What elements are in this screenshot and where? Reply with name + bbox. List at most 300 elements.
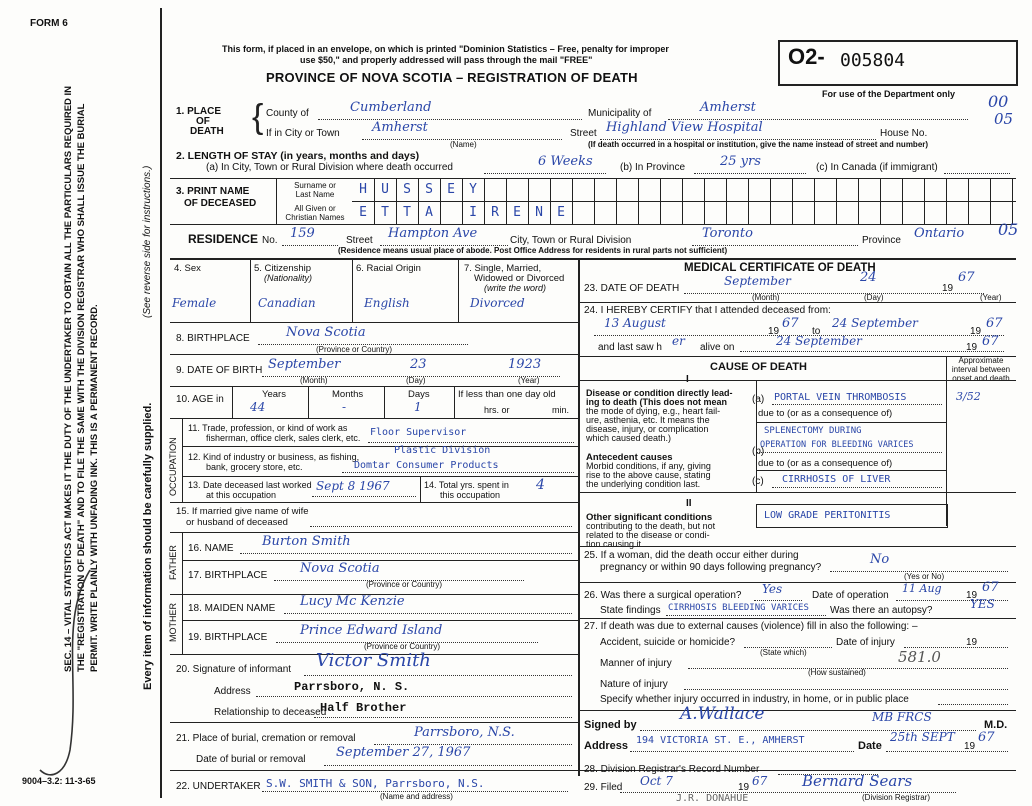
other-label-3: related to the disease or condi- xyxy=(586,530,710,540)
alive-on-label: alive on xyxy=(700,342,735,353)
municipality-label: Municipality of xyxy=(588,108,652,119)
place-note: (If death occurred in a hospital or institution, give the name instead of street and number) xyxy=(588,140,929,149)
physician-credentials: MB FRCS xyxy=(872,710,932,724)
age-div-3 xyxy=(384,386,385,418)
spouse-rule xyxy=(310,526,572,527)
name-letter-cell: E xyxy=(550,202,573,224)
industry-label-2: bank, grocery store, etc. xyxy=(206,462,303,472)
father-bp-value: Nova Scotia xyxy=(300,561,380,576)
department-code-1: 00 xyxy=(988,92,1009,111)
col-div-1 xyxy=(250,258,251,322)
name-letter-cell xyxy=(792,202,815,224)
name-letter-cell xyxy=(704,179,727,201)
name-letter-cell xyxy=(616,179,639,201)
alive-on-year: 67 xyxy=(982,334,999,349)
surgery-rule xyxy=(754,600,802,601)
dod-century: 19 xyxy=(942,283,954,294)
name-letter-cell xyxy=(836,202,859,224)
stay-province-label: (b) In Province xyxy=(620,162,686,173)
birthplace-label: 8. BIRTHPLACE xyxy=(176,333,250,344)
how-sustained-caption: (How sustained) xyxy=(808,668,866,677)
name-letter-cell xyxy=(638,179,661,201)
alive-on-rule xyxy=(740,351,1004,352)
attend-to-label: to xyxy=(812,326,821,337)
age-days-value: 1 xyxy=(414,400,422,414)
county-label: County of xyxy=(266,108,309,119)
cert-date-rule xyxy=(886,751,1008,752)
attend-to: 24 September xyxy=(832,316,918,330)
informant-signature: Victor Smith xyxy=(316,650,431,671)
op-century: 19 xyxy=(966,590,978,601)
name-letter-cell: S xyxy=(396,179,419,201)
name-divider xyxy=(276,178,277,224)
total-yrs-label-2: this occupation xyxy=(440,490,501,500)
undertaker-value: S.W. SMITH & SON, Parrsboro, N.S. xyxy=(266,777,485,790)
name-letter-cell: Y xyxy=(462,179,485,201)
other-label-4: tion causing it. xyxy=(586,539,644,549)
cause-b-rule xyxy=(756,452,942,453)
age-years-label: Years xyxy=(262,389,286,400)
name-letter-cell: R xyxy=(484,202,507,224)
cause-label-divider xyxy=(756,380,757,492)
stay-city-rule xyxy=(484,173,606,174)
sex-label: 4. Sex xyxy=(174,263,201,274)
stay-canada-label: (c) In Canada (if immigrant) xyxy=(816,162,938,173)
occupation-side-rule xyxy=(182,418,183,502)
racial-value: English xyxy=(364,296,410,310)
residence-city-value: Toronto xyxy=(702,226,753,241)
row-rule-2 xyxy=(170,354,578,355)
name-letter-cell xyxy=(946,179,969,201)
trade-value: Floor Supervisor xyxy=(370,427,467,438)
row-rule-4 xyxy=(170,418,578,419)
cert-date-value: 25th SEPT xyxy=(890,730,955,744)
filed-label: 29. Filed xyxy=(584,782,623,793)
relationship-rule xyxy=(314,717,572,718)
postal-notice-2: use $50," and properly addressed will pass through the mail "FREE" xyxy=(300,55,593,65)
dob-year-caption: (Year) xyxy=(518,376,540,385)
med-rule-7 xyxy=(578,710,1016,711)
mother-name-value: Lucy Mc Kenzie xyxy=(300,594,405,609)
name-letter-cell xyxy=(682,179,705,201)
manner-label: Manner of injury xyxy=(600,658,672,669)
spouse-label-1: 15. If married give name of wife xyxy=(176,506,309,517)
pregnancy-value: No xyxy=(870,552,890,567)
alive-on: 24 September xyxy=(776,334,862,348)
citizenship-value: Canadian xyxy=(258,296,316,310)
cause-c-rule xyxy=(772,487,942,488)
attend-from-century: 19 xyxy=(768,326,780,337)
age-min-label: min. xyxy=(552,405,570,415)
status-label-3: (write the word) xyxy=(484,283,547,293)
age-label: 10. AGE in xyxy=(176,394,224,405)
father-side-label: FATHER xyxy=(168,545,178,580)
registration-number: 005804 xyxy=(840,50,906,71)
name-letter-cell xyxy=(726,179,749,201)
accident-label: Accident, suicide or homicide? xyxy=(600,637,736,648)
name-letter-cell xyxy=(748,202,771,224)
interval-divider xyxy=(946,356,947,526)
pregnancy-label-1: 25. If a woman, did the death occur either during xyxy=(584,550,799,561)
autopsy-label: Was there an autopsy? xyxy=(830,605,933,616)
antecedent-label-4: the underlying condition last. xyxy=(586,479,701,489)
name-letter-cell xyxy=(528,179,551,201)
dob-day-caption: (Day) xyxy=(406,376,426,385)
residence-no-rule xyxy=(282,245,338,246)
spouse-label-2: or husband of deceased xyxy=(186,517,288,528)
age-less-day-label: If less than one day old xyxy=(458,389,556,400)
last-worked-label-2: at this occupation xyxy=(206,490,277,500)
name-letter-cell xyxy=(484,179,507,201)
specify-rule xyxy=(938,704,1008,705)
name-letter-cell xyxy=(814,179,837,201)
other-label-2: contributing to the death, but not xyxy=(586,521,716,531)
dob-month-caption: (Month) xyxy=(300,376,328,385)
burial-date-value: September 27, 1967 xyxy=(336,745,471,760)
cause-b-value-2: OPERATION FOR BLEEDING VARICES xyxy=(760,440,914,450)
status-label-2: Widowed or Divorced xyxy=(474,273,565,284)
name-letter-cell: H xyxy=(352,179,375,201)
specify-label: Specify whether injury occurred in industry, in home, or in public place xyxy=(600,694,909,705)
industry-label-1: 12. Kind of industry or business, as fishing, xyxy=(188,452,360,462)
stay-city-value: 6 Weeks xyxy=(538,154,593,169)
direct-label-4: ure, asthenia, etc. It means the xyxy=(586,415,710,425)
city-value: Amherst xyxy=(372,120,428,135)
residence-province-value: Ontario xyxy=(914,226,965,241)
interval-label: Approximate interval between onset and death xyxy=(951,356,1011,383)
cause-title: CAUSE OF DEATH xyxy=(710,361,807,373)
cert-date-label: Date xyxy=(858,740,882,752)
dob-day: 23 xyxy=(410,357,427,372)
father-name-label: 16. NAME xyxy=(188,543,234,554)
filed-value: Oct 7 xyxy=(640,774,673,788)
mother-name-rule xyxy=(284,613,572,614)
name-letter-cell xyxy=(946,202,969,224)
name-letter-cell xyxy=(858,179,881,201)
name-letter-cell xyxy=(660,202,683,224)
name-letter-cell: T xyxy=(396,202,419,224)
surgery-value: Yes xyxy=(762,582,783,596)
name-letter-cell xyxy=(924,202,947,224)
department-code-2: 05 xyxy=(994,110,1014,128)
name-letter-cell xyxy=(704,202,727,224)
other-label-1: Other significant conditions xyxy=(586,512,713,523)
undertaker-label: 22. UNDERTAKER xyxy=(176,781,261,792)
occ-rule-2 xyxy=(182,476,578,477)
name-letter-cell xyxy=(880,179,903,201)
interval-a-value: 3/52 xyxy=(956,390,981,403)
mother-bp-label: 19. BIRTHPLACE xyxy=(188,632,268,643)
father-bp-label: 17. BIRTHPLACE xyxy=(188,570,268,581)
yes-no-caption: (Yes or No) xyxy=(904,572,945,581)
name-letter-cell xyxy=(836,179,859,201)
name-letter-cell xyxy=(968,202,991,224)
name-letter-cell xyxy=(990,179,1013,201)
total-yrs-value: 4 xyxy=(536,477,545,493)
name-letter-cell xyxy=(506,179,529,201)
residence-province-label: Province xyxy=(862,235,901,246)
surname-label-1: Surname or xyxy=(294,181,336,190)
registrar-caption: (Division Registrar) xyxy=(862,793,931,802)
mother-side-rule xyxy=(182,594,183,654)
sex-value: Female xyxy=(172,296,217,310)
place-brace: { xyxy=(252,98,264,136)
op-date-value: 11 Aug xyxy=(902,582,942,595)
dod-month: September xyxy=(724,274,791,288)
name-letter-cell xyxy=(924,179,947,201)
alive-on-century: 19 xyxy=(966,342,978,353)
age-div-4 xyxy=(454,386,455,418)
industry-value-1: Plastic Division xyxy=(394,445,491,456)
name-letter-cell xyxy=(594,179,617,201)
age-years-value: 44 xyxy=(250,400,266,414)
citizenship-sub: (Nationality) xyxy=(264,273,313,283)
burial-place-label: 21. Place of burial, cremation or removal xyxy=(176,733,356,744)
name-letter-cell xyxy=(572,179,595,201)
autopsy-value: YES xyxy=(970,597,995,611)
registrar-number-label: 28. Division Registrar's Record Number xyxy=(584,764,760,775)
status-value: Divorced xyxy=(470,296,525,310)
left-margin-rule xyxy=(160,8,162,798)
father-mid-rule xyxy=(182,560,578,561)
name-letter-cell xyxy=(726,202,749,224)
name-letter-cell: S xyxy=(418,179,441,201)
dod-day: 24 xyxy=(860,270,877,285)
registration-prefix: O2- xyxy=(788,44,825,69)
name-letter-cell: E xyxy=(440,179,463,201)
department-use-label: For use of the Department only xyxy=(822,89,956,99)
last-worked-rule xyxy=(312,496,416,497)
trade-label-1: 11. Trade, profession, or kind of work as xyxy=(188,423,348,433)
residence-code: 05 xyxy=(998,220,1019,239)
last-worked-value: Sept 8 1967 xyxy=(316,479,390,493)
father-name-value: Burton Smith xyxy=(262,534,351,549)
row-rule-1 xyxy=(170,322,578,323)
burial-place-value: Parrsboro, N.S. xyxy=(414,725,515,740)
trade-label-2: fisherman, office clerk, sales clerk, etc. xyxy=(206,433,361,443)
last-saw-label: and last saw h xyxy=(598,342,662,353)
reverse-side-note: (See reverse side for instructions.) xyxy=(142,165,153,318)
last-saw-value: er xyxy=(672,334,685,348)
name-letter-cell: I xyxy=(462,202,485,224)
cause-b-value-1: SPLENECTOMY DURING xyxy=(764,426,862,436)
cause-a-value: PORTAL VEIN THROMBOSIS xyxy=(774,392,907,403)
row-rule-9 xyxy=(170,722,578,723)
med-rule-1 xyxy=(578,302,1016,303)
signed-by-label: Signed by xyxy=(584,719,637,731)
antecedent-label-3: rise to the above cause, stating xyxy=(586,470,711,480)
due-to-label-2: due to (or as a consequence of) xyxy=(758,458,893,469)
name-letter-cell xyxy=(440,202,463,224)
manner-code: 581.0 xyxy=(898,648,941,666)
informant-address-value: Parrsboro, N. S. xyxy=(294,680,410,694)
residence-street-value: Hampton Ave xyxy=(388,226,478,241)
direct-label-2: ing to death (This does not mean xyxy=(586,397,728,407)
antecedent-label-2: Morbid conditions, if any, giving xyxy=(586,461,711,471)
age-div-1 xyxy=(232,386,233,418)
surgery-label: 26. Was there a surgical operation? xyxy=(584,590,742,601)
cert-century: 19 xyxy=(964,741,976,752)
mother-side-label: MOTHER xyxy=(168,603,178,642)
nature-rule xyxy=(684,689,1008,690)
burial-date-label: Date of burial or removal xyxy=(196,754,306,765)
relationship-value: Half Brother xyxy=(320,701,407,715)
certify-label: 24. I HEREBY CERTIFY that I attended deceased from: xyxy=(584,305,831,316)
med-rule-4 xyxy=(578,546,1016,547)
birthplace-value: Nova Scotia xyxy=(286,325,366,340)
direct-label-1: Disease or condition directly lead- xyxy=(586,388,733,398)
attend-from: 13 August xyxy=(604,316,666,330)
mother-mid-rule xyxy=(182,620,578,621)
attend-to-year: 67 xyxy=(986,316,1003,331)
informant-sig-label: 20. Signature of informant xyxy=(176,664,292,675)
center-divider xyxy=(578,258,580,776)
dod-year: 67 xyxy=(958,270,975,285)
age-days-label: Days xyxy=(408,389,430,400)
informant-sig-rule xyxy=(304,675,572,676)
residence-note: (Residence means usual place of abode. Post Office Address for residents in rural parts not sufficient) xyxy=(338,246,728,255)
cause-c-value: CIRRHOSIS OF LIVER xyxy=(782,474,891,485)
trade-rule xyxy=(368,442,574,443)
racial-label: 6. Racial Origin xyxy=(356,263,421,274)
findings-rule xyxy=(666,615,826,616)
name-letter-cell xyxy=(792,179,815,201)
dod-rule xyxy=(684,293,984,294)
physician-address-rule xyxy=(630,751,854,752)
dod-label: 23. DATE OF DEATH xyxy=(584,283,680,294)
father-side-rule xyxy=(182,532,183,594)
findings-label: State findings xyxy=(600,605,661,616)
industry-value-2: Domtar Consumer Products xyxy=(354,460,499,471)
municipality-value: Amherst xyxy=(700,100,756,115)
roman-2: II xyxy=(686,498,692,509)
mother-bp-value: Prince Edward Island xyxy=(300,623,443,638)
residence-no-label: No. xyxy=(262,235,278,246)
name-letter-cell: E xyxy=(506,202,529,224)
other-cause-box xyxy=(756,504,948,528)
direct-label-3: the mode of dying, e.g., heart fail- xyxy=(586,406,721,416)
name-letter-cell xyxy=(858,202,881,224)
name-letter-cell xyxy=(594,202,617,224)
row-rule-5 xyxy=(170,502,578,503)
place-label-2: OF xyxy=(196,116,210,127)
injury-century: 19 xyxy=(966,637,978,648)
col-div-3 xyxy=(458,258,459,322)
undertaker-caption: (Name and address) xyxy=(380,792,453,801)
residence-label: RESIDENCE xyxy=(188,232,259,246)
direct-label-5: disease, injury, or complication xyxy=(586,424,709,434)
physician-address-label: Address xyxy=(584,740,629,752)
name-letter-cell xyxy=(770,179,793,201)
col-div-2 xyxy=(352,258,353,322)
residence-no-value: 159 xyxy=(290,226,315,241)
dob-month: September xyxy=(268,357,341,372)
father-bp-caption: (Province or Country) xyxy=(366,580,443,589)
informant-address-rule xyxy=(256,696,572,697)
name-letter-cell xyxy=(902,202,925,224)
house-no-label: House No. xyxy=(880,128,928,139)
name-letter-cell xyxy=(638,202,661,224)
mother-bp-caption: (Province or Country) xyxy=(364,642,441,651)
name-label-2: OF DECEASED xyxy=(184,198,257,209)
place-label-3: DEATH xyxy=(190,126,224,137)
occ-rule-1 xyxy=(182,446,578,447)
cause-head-rule xyxy=(578,380,1016,381)
name-letter-cell: U xyxy=(374,179,397,201)
form-title: PROVINCE OF NOVA SCOTIA – REGISTRATION OF DEATH xyxy=(266,70,638,85)
form-number: FORM 6 xyxy=(30,18,68,29)
occupation-side-label: OCCUPATION xyxy=(168,437,178,496)
birthplace-caption: (Province or Country) xyxy=(316,345,393,354)
cert-year: 67 xyxy=(978,730,995,745)
attend-from-year: 67 xyxy=(782,316,799,331)
cause-rule-b xyxy=(756,470,946,471)
every-item-note: Every item of information should be carefully supplied. xyxy=(142,402,154,690)
name-letter-cell: A xyxy=(418,202,441,224)
name-letter-cell xyxy=(550,179,573,201)
row-rule-6 xyxy=(170,532,578,533)
injury-date-label: Date of injury xyxy=(836,637,895,648)
name-letter-cell: N xyxy=(528,202,551,224)
dod-day-caption: (Day) xyxy=(864,293,884,302)
dod-month-caption: (Month) xyxy=(752,293,780,302)
filed-year: 67 xyxy=(752,774,768,788)
registrar-stamp: J.R. DONAHUE xyxy=(676,793,749,804)
name-letter-cell: T xyxy=(374,202,397,224)
name-letter-cell xyxy=(814,202,837,224)
op-year: 67 xyxy=(982,580,999,595)
dob-year: 1923 xyxy=(508,357,542,372)
registrar-signature: Bernard Sears xyxy=(802,772,913,790)
stay-label: 2. LENGTH OF STAY (in years, months and days) xyxy=(176,150,420,162)
state-which-caption: (State which) xyxy=(760,648,807,657)
dob-label: 9. DATE OF BIRTH xyxy=(176,365,263,376)
lower-top-rule xyxy=(170,258,1016,260)
name-letter-cell xyxy=(902,179,925,201)
findings-value: CIRRHOSIS BLEEDING VARICES xyxy=(668,603,809,613)
physician-signature: A.Wallace xyxy=(680,704,765,724)
stay-province-rule xyxy=(694,173,806,174)
direct-label-6: which caused death.) xyxy=(586,433,672,443)
name-letter-cell xyxy=(682,202,705,224)
name-bottom-rule xyxy=(170,224,1016,225)
name-letter-cell xyxy=(770,202,793,224)
cause-a-rule xyxy=(772,404,942,405)
roman-1: I xyxy=(686,374,689,385)
place-label-1: 1. PLACE xyxy=(176,106,222,117)
other-cause-value: LOW GRADE PERITONITIS xyxy=(764,510,891,521)
relationship-label: Relationship to deceased xyxy=(214,707,327,718)
total-yrs-label-1: 14. Total yrs. spent in xyxy=(424,480,509,490)
postal-notice-1: This form, if placed in an envelope, on which is printed "Dominion Statistics – Free, penalty for improper xyxy=(222,44,669,54)
pregnancy-label-2: pregnancy or within 90 days following pregnancy? xyxy=(600,562,822,573)
margin-scrawl xyxy=(20,560,140,790)
age-months-value: - xyxy=(342,400,347,414)
occ-rule-3 xyxy=(420,476,421,502)
name-letter-cell xyxy=(748,179,771,201)
county-value: Cumberland xyxy=(350,100,432,115)
burial-date-rule xyxy=(324,765,572,766)
physician-address-value: 194 VICTORIA ST. E., AMHERST xyxy=(636,735,805,746)
citizenship-label: 5. Citizenship xyxy=(254,263,312,274)
dod-year-caption: (Year) xyxy=(980,293,1002,302)
cause-rule-a xyxy=(756,422,946,423)
op-date-label: Date of operation xyxy=(812,590,889,601)
informant-address-label: Address xyxy=(214,686,251,697)
med-rule-6 xyxy=(578,618,1016,619)
given-label-1: All Given or xyxy=(294,204,336,213)
attend-to-century: 19 xyxy=(970,326,982,337)
